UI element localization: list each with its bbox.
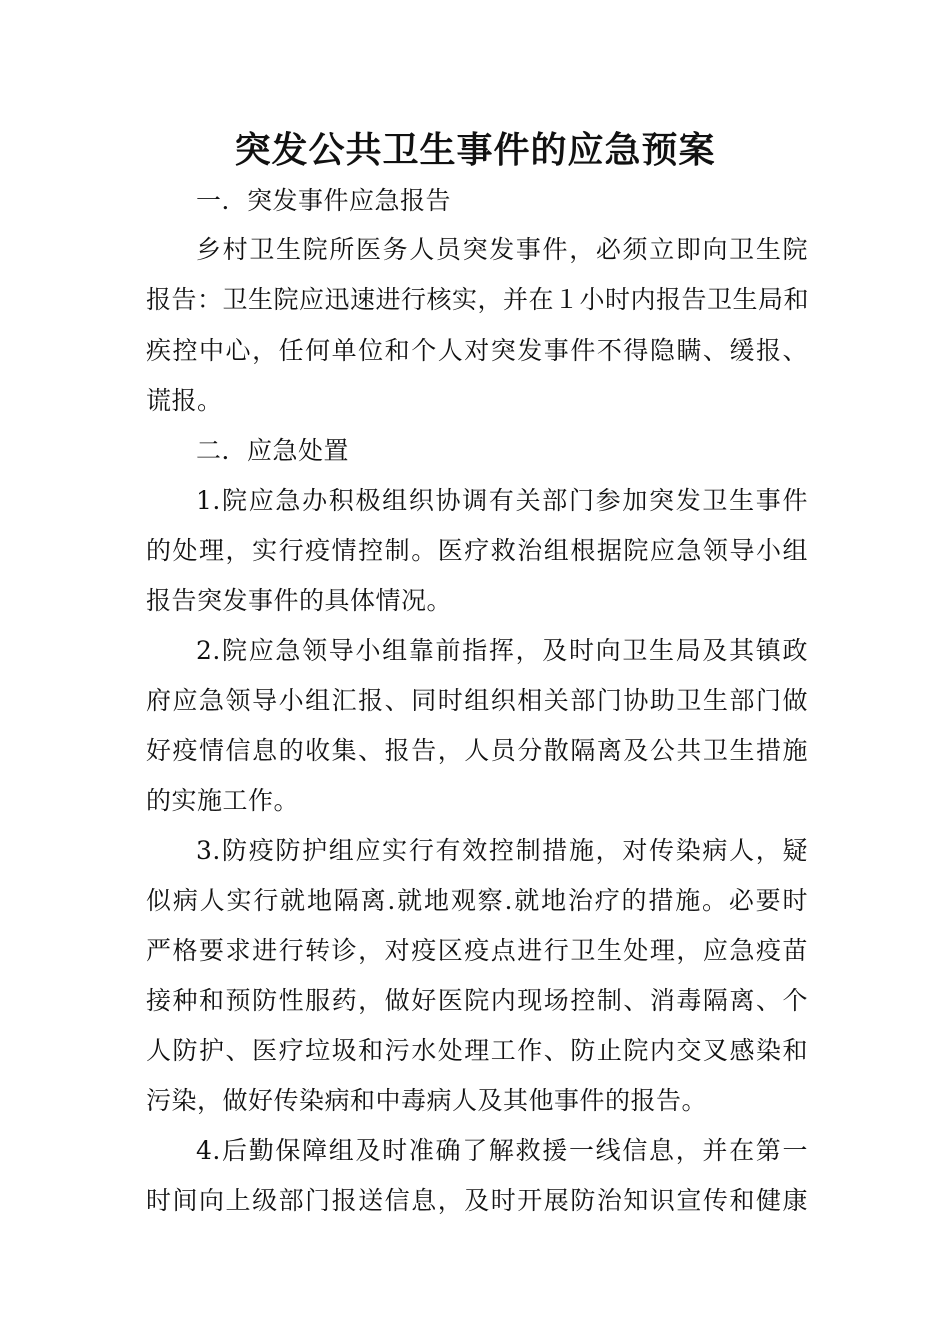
paragraph-line: 报告突发事件的具体情况。 bbox=[146, 586, 453, 615]
paragraph-line: 3.防疫防护组应实行有效控制措施，对传染病人，疑 bbox=[196, 836, 808, 865]
document-title: 突发公共卫生事件的应急预案 bbox=[234, 129, 716, 171]
paragraph-line: 谎报。 bbox=[146, 386, 223, 415]
paragraph-line: 的处理，实行疫情控制。医疗救治组根据院应急领导小组 bbox=[146, 536, 808, 565]
paragraph-line: 2.院应急领导小组靠前指挥，及时向卫生局及其镇政 bbox=[196, 636, 808, 665]
paragraph-line: 接种和预防性服药，做好医院内现场控制、消毒隔离、个 bbox=[146, 986, 808, 1015]
paragraph-line: 污染，做好传染病和中毒病人及其他事件的报告。 bbox=[146, 1086, 708, 1115]
paragraph-line: 好疫情信息的收集、报告，人员分散隔离及公共卫生措施 bbox=[146, 736, 808, 765]
paragraph-line: 似病人实行就地隔离.就地观察.就地治疗的措施。必要时 bbox=[146, 886, 808, 915]
section-heading-2: 二．应急处置 bbox=[196, 436, 350, 465]
paragraph-line: 疾控中心，任何单位和个人对突发事件不得隐瞒、缓报、 bbox=[146, 336, 808, 365]
paragraph-line: 报告：卫生院应迅速进行核实，并在１小时内报告卫生局和 bbox=[146, 285, 810, 314]
paragraph-line: 乡村卫生院所医务人员突发事件，必须立即向卫生院 bbox=[196, 235, 808, 264]
paragraph-line: 人防护、医疗垃圾和污水处理工作、防止院内交叉感染和 bbox=[146, 1036, 808, 1065]
section-heading-1: 一．突发事件应急报告 bbox=[196, 186, 452, 215]
paragraph-line: 1.院应急办积极组织协调有关部门参加突发卫生事件 bbox=[196, 486, 808, 515]
paragraph-line: 4.后勤保障组及时准确了解救援一线信息，并在第一 bbox=[196, 1136, 808, 1165]
paragraph-line: 的实施工作。 bbox=[146, 786, 300, 815]
paragraph-line: 严格要求进行转诊，对疫区疫点进行卫生处理，应急疫苗 bbox=[146, 936, 808, 965]
paragraph-line: 时间向上级部门报送信息，及时开展防治知识宣传和健康 bbox=[146, 1186, 808, 1215]
paragraph-line: 府应急领导小组汇报、同时组织相关部门协助卫生部门做 bbox=[146, 686, 808, 715]
